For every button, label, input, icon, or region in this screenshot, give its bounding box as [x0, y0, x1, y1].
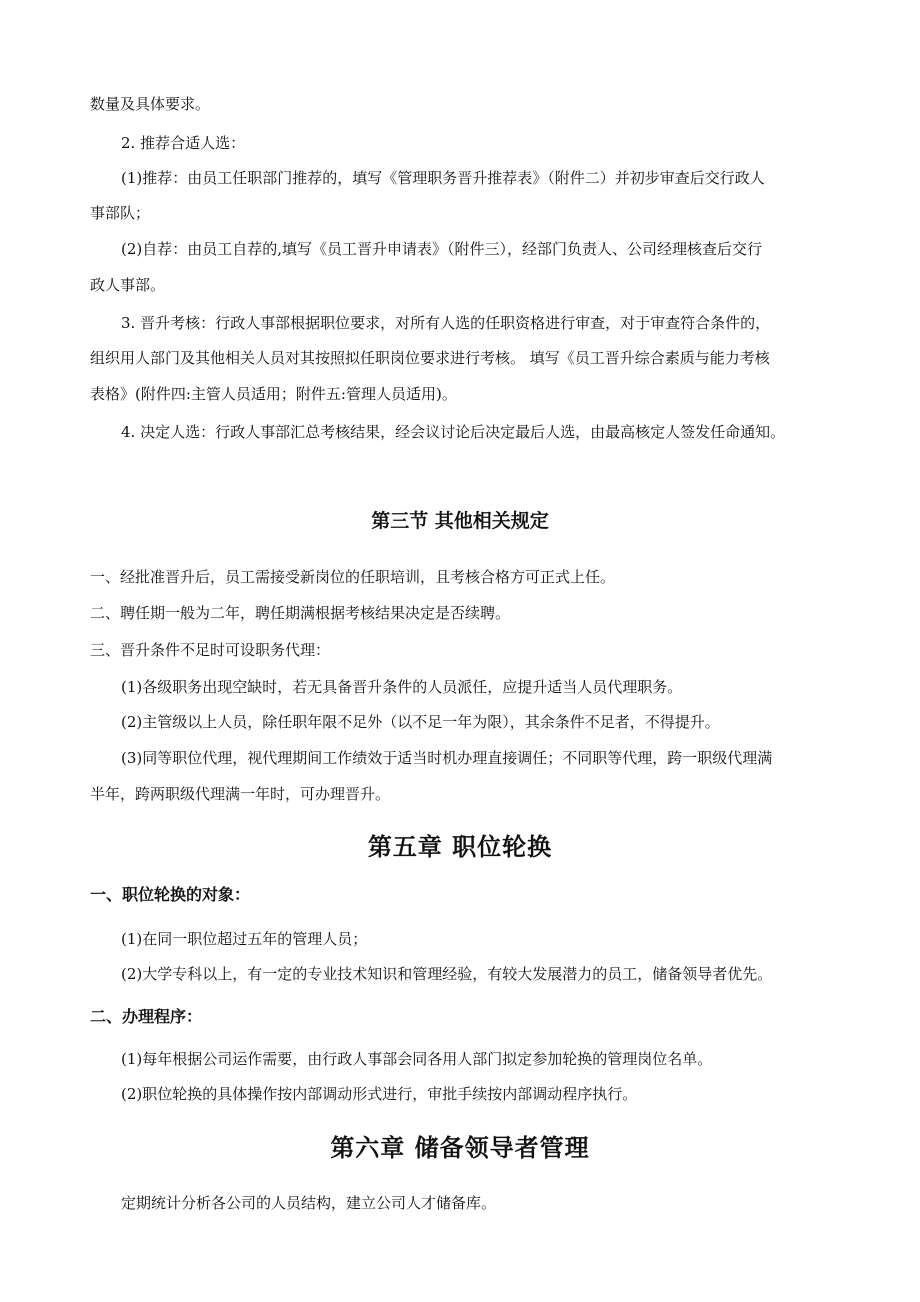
- paragraph-line: (1)在同一职位超过五年的管理人员；: [121, 930, 368, 948]
- paragraph-line: (2)自荐：由员工自荐的,填写《员工晋升申请表》（附件三），经部门负责人、公司经理核查后交行: [121, 240, 763, 258]
- paragraph-line: 组织用人部门及其他相关人员对其按照拟任职岗位要求进行考核。 填写《员工晋升综合素质与能力考核: [90, 349, 770, 367]
- section-heading: 第三节 其他相关规定: [371, 510, 549, 532]
- paragraph-line: (1)推荐：由员工任职部门推荐的，填写《管理职务晋升推荐表》（附件二）并初步审查后交行政人: [121, 169, 765, 187]
- paragraph-line: 政人事部。: [90, 276, 166, 294]
- paragraph-line: (3)同等职位代理，视代理期间工作绩效于适当时机办理直接调任；不同职等代理，跨一职级代理满: [121, 749, 773, 767]
- paragraph-line: (2)职位轮换的具体操作按内部调动形式进行，审批手续按内部调动程序执行。: [121, 1085, 638, 1103]
- paragraph-line: 4. 决定人选：行政人事部汇总考核结果，经会议讨论后决定最后人选，由最高核定人签发任命通知。: [121, 423, 786, 441]
- paragraph-line: 定期统计分析各公司的人员结构，建立公司人才储备库。: [121, 1194, 497, 1212]
- paragraph-line: 数量及具体要求。: [90, 95, 211, 113]
- subsection-heading: 一、职位轮换的对象：: [90, 885, 251, 904]
- paragraph-line: 3. 晋升考核：行政人事部根据职位要求，对所有人选的任职资格进行审查，对于审查符合条件的，: [121, 314, 771, 332]
- paragraph-line: (1)每年根据公司运作需要，由行政人事部会同各用人部门拟定参加轮换的管理岗位名单。: [121, 1050, 713, 1068]
- paragraph-line: 事部队；: [90, 204, 151, 222]
- paragraph-line: 表格》(附件四:主管人员适用；附件五:管理人员适用)。: [90, 385, 457, 403]
- paragraph-line: (2)主管级以上人员，除任职年限不足外（以不足一年为限），其余条件不足者，不得提升。: [121, 713, 720, 731]
- paragraph-line: 2. 推荐合适人选：: [121, 134, 246, 152]
- paragraph-line: 一、经批准晋升后，员工需接受新岗位的任职培训，且考核合格方可正式上任。: [90, 568, 616, 586]
- paragraph-line: 二、聘任期一般为二年，聘任期满根据考核结果决定是否续聘。: [90, 604, 511, 622]
- subsection-heading: 二、办理程序：: [90, 1007, 203, 1026]
- paragraph-line: 三、晋升条件不足时可设职务代理：: [90, 641, 331, 659]
- chapter-heading: 第六章 储备领导者管理: [330, 1134, 590, 1162]
- paragraph-line: 半年，跨两职级代理满一年时，可办理晋升。: [90, 785, 391, 803]
- paragraph-line: (1)各级职务出现空缺时，若无具备晋升条件的人员派任，应提升适当人员代理职务。: [121, 678, 683, 696]
- chapter-heading: 第五章 职位轮换: [367, 833, 553, 861]
- paragraph-line: (2)大学专科以上，有一定的专业技术知识和管理经验，有较大发展潜力的员工，储备领导者优先。: [121, 965, 773, 983]
